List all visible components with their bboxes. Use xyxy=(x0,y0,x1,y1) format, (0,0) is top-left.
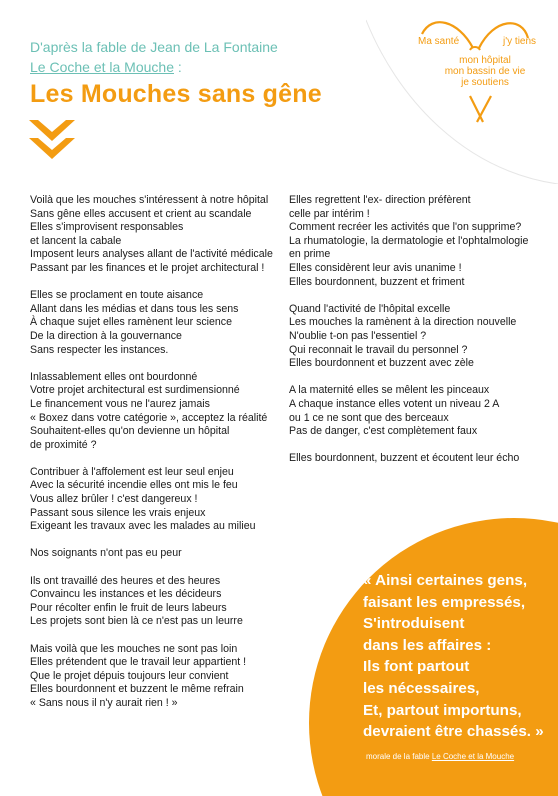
poem-line: Passant sous silence les vrais enjeux xyxy=(30,506,206,519)
poem-line: Sans respecter les instances. xyxy=(30,343,169,356)
poem-line: Elles bourdonnent, buzzent et friment xyxy=(289,275,465,288)
poem-line: « Sans nous il n'y aurait rien ! » xyxy=(30,696,178,709)
poem-line: « Boxez dans votre catégorie », acceptez la réalité xyxy=(30,411,268,424)
poem-line: Allant dans les médias et dans tous les sens xyxy=(30,302,239,315)
poem-line: Elles bourdonnent, buzzent et écoutent leur écho xyxy=(289,452,520,465)
poem-line: A chaque instance elles votent un niveau 2 A xyxy=(289,397,500,410)
poem-line: Mais voilà que les mouches ne sont pas loin xyxy=(30,642,238,655)
poem-line: Elles bourdonnent et buzzent avec zèle xyxy=(289,357,474,370)
poem-line: Que le projet dépuis toujours leur convient xyxy=(30,669,229,682)
poem-stanza xyxy=(30,575,280,629)
logo-text-center xyxy=(432,55,538,88)
fable-suffix: : xyxy=(173,59,182,75)
logo-line: mon hôpital xyxy=(459,55,511,66)
poem-column-left xyxy=(30,194,280,724)
poem-stanza xyxy=(30,289,280,357)
poem-stanza xyxy=(289,452,551,466)
poem-stanza xyxy=(30,371,280,453)
poem-line: Comment recréer les activités que l'on supprime? xyxy=(289,221,522,234)
poem-line: Elles considèrent leur avis unanime ! xyxy=(289,261,462,274)
poem-line: Vous allez brûler ! c'est dangereux ! xyxy=(30,493,198,506)
poem-line: Elles prétendent que le travail leur appartient ! xyxy=(30,656,247,669)
poem-stanza xyxy=(30,643,280,711)
poem-line: Elles s'improvisent responsables xyxy=(30,221,184,234)
quote-line: Et, partout importuns, xyxy=(363,701,522,719)
poem-stanza xyxy=(30,547,280,561)
poem-line: Passant par les finances et le projet architectural ! xyxy=(30,261,265,274)
poem-stanza xyxy=(289,194,551,289)
poem-line: en prime xyxy=(289,248,331,261)
poem-line: Votre projet architectural est surdimensionné xyxy=(30,384,240,397)
poem-line: A la maternité elles se mêlent les pinceaux xyxy=(289,384,490,397)
quote-line: dans les affaires : xyxy=(363,636,492,654)
poem-line: Souhaitent-elles qu'on devienne un hôpital xyxy=(30,425,230,438)
fable-title-link[interactable]: Le Coche et la Mouche xyxy=(30,59,174,75)
poem-line: Elles bourdonnent et buzzent le même refrain xyxy=(30,683,244,696)
logo-text-left: Ma santé xyxy=(418,36,460,47)
subtitle-attribution: D'après la fable de Jean de La Fontaine xyxy=(30,39,278,55)
quote-line: S'introduisent xyxy=(363,615,465,633)
poem-line: À chaque sujet elles ramènent leur science xyxy=(30,316,232,329)
poem-line: Qui reconnait le travail du personnel ? xyxy=(289,343,468,356)
poem-line: Inlassablement elles ont bourdonné xyxy=(30,370,198,383)
moral-prefix: morale de la fable xyxy=(366,752,432,761)
poem-stanza xyxy=(30,194,280,276)
logo-line: mon bassin de vie xyxy=(444,66,526,77)
poem-line: De la direction à la gouvernance xyxy=(30,329,182,342)
poem-line: Les mouches la ramènent à la direction nouvelle xyxy=(289,316,517,329)
poem-line: Le financement vous ne l'aurez jamais xyxy=(30,397,210,410)
poem-stanza xyxy=(289,303,551,371)
poem-line: ou 1 ce ne sont que des berceaux xyxy=(289,411,449,424)
poem-line: Voilà que les mouches s'intéressent à notre hôpital xyxy=(30,194,269,206)
chevron-down-icon xyxy=(29,120,75,168)
poem-stanza xyxy=(289,384,551,438)
subtitle-fable xyxy=(30,58,182,76)
poem-line: La rhumatologie, la dermatologie et l'ophtalmologie xyxy=(289,234,529,247)
poem-line: Ils ont travaillé des heures et des heures xyxy=(30,574,221,587)
quote-line: « Ainsi certaines gens, xyxy=(363,572,528,589)
poem-line: celle par intérim ! xyxy=(289,207,370,220)
moral-quote xyxy=(363,570,558,743)
logo-line: je soutiens xyxy=(461,77,509,88)
poem-line: Pas de danger, c'est complètement faux xyxy=(289,425,478,438)
poem-line: Nos soignants n'ont pas eu peur xyxy=(30,547,182,560)
quote-line: faisant les empressés, xyxy=(363,593,526,611)
heart-logo-icon xyxy=(366,0,558,184)
poem-line: Avec la sécurité incendie elles ont mis le feu xyxy=(30,479,238,492)
poem-line: de proximité ? xyxy=(30,438,97,451)
poem-line: Les projets sont bien là ce n'est pas un leurre xyxy=(30,615,243,628)
poem-stanza xyxy=(30,466,280,534)
poem-line: Quand l'activité de l'hôpital excelle xyxy=(289,302,451,315)
poem-line: Exigeant les travaux avec les malades au milieu xyxy=(30,520,256,533)
quote-line: les nécessaires, xyxy=(363,679,480,697)
poem-line: Sans gêne elles accusent et crient au scandale xyxy=(30,207,252,220)
page-title: Les Mouches sans gêne xyxy=(30,80,322,108)
moral-fable-link[interactable]: Le Coche et la Mouche xyxy=(431,752,515,761)
poem-line: Elles regrettent l'ex- direction préfèrent xyxy=(289,194,471,206)
poem-line: Contribuer à l'affolement est leur seul enjeu xyxy=(30,465,234,478)
poem-line: Pour récolter enfin le fruit de leurs labeurs xyxy=(30,601,227,614)
quote-line: Ils font partout xyxy=(363,658,470,676)
poem-column-right xyxy=(289,194,551,479)
quote-line: devraient être chassés. » xyxy=(363,723,544,741)
poem-line: N'oublie t-on pas l'essentiel ? xyxy=(289,329,427,342)
poem-line: Elles se proclament en toute aisance xyxy=(30,289,204,302)
logo-text-right: j'y tiens xyxy=(503,36,537,47)
poem-line: et lancent la cabale xyxy=(30,234,122,247)
moral-caption xyxy=(366,752,514,761)
poem-line: Convaincu les instances et les décideurs xyxy=(30,588,222,601)
poem-line: Imposent leurs analyses allant de l'activité médicale xyxy=(30,248,273,261)
